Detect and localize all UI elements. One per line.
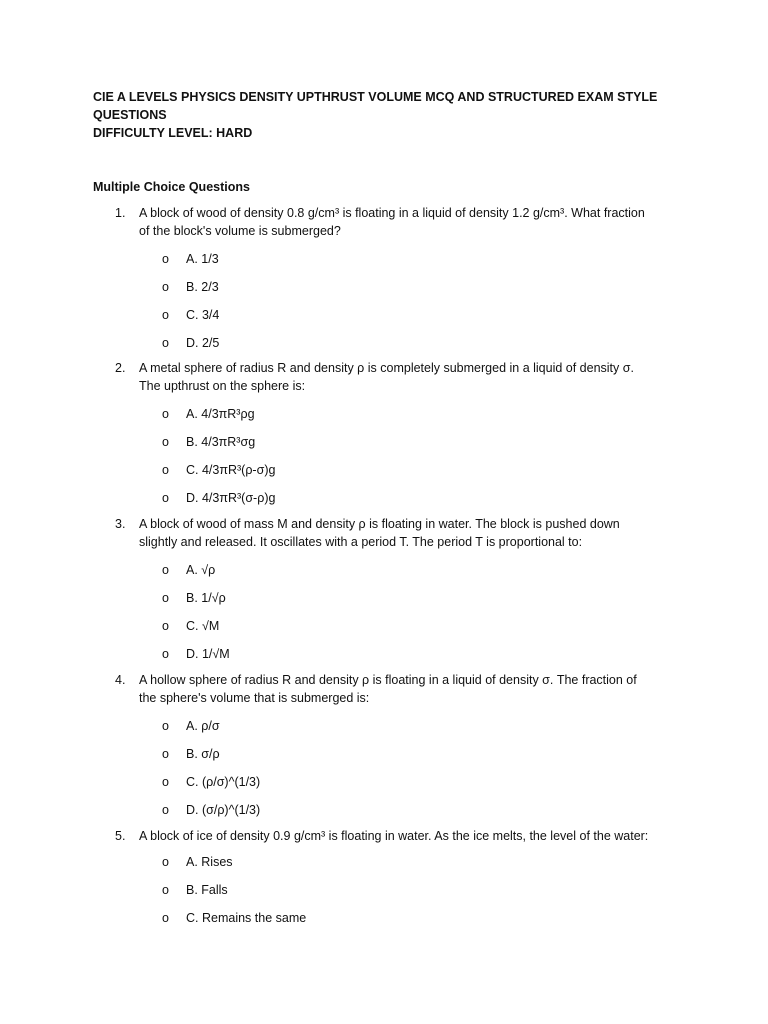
bullet-icon: o	[162, 435, 169, 449]
question-stem	[93, 359, 693, 395]
option-b	[93, 881, 693, 909]
bullet-icon: o	[162, 336, 169, 350]
question-text-line-2: the sphere's volume that is submerged is:	[139, 691, 370, 705]
section-title: Multiple Choice Questions	[93, 180, 250, 194]
option-label: C. 3/4	[186, 308, 220, 322]
question-text-line-1: A hollow sphere of radius R and density ρ is floating in a liquid of density σ. The fraction of	[139, 673, 637, 687]
question-number: 3.	[115, 517, 126, 531]
option-list	[93, 551, 693, 673]
question-2	[93, 359, 693, 515]
bullet-icon: o	[162, 280, 169, 294]
option-label: A. √ρ	[186, 563, 216, 577]
question-stem	[93, 671, 693, 707]
option-d	[93, 334, 693, 362]
bullet-icon: o	[162, 491, 169, 505]
option-b	[93, 433, 693, 461]
bullet-icon: o	[162, 563, 169, 577]
option-a	[93, 717, 693, 745]
question-5	[93, 827, 693, 937]
bullet-icon: o	[162, 883, 169, 897]
option-label: B. 2/3	[186, 280, 219, 294]
option-list	[93, 240, 693, 362]
title-line-2: QUESTIONS	[93, 108, 167, 122]
bullet-icon: o	[162, 747, 169, 761]
question-stem	[93, 515, 693, 551]
option-label: B. 4/3πR³σg	[186, 435, 256, 449]
bullet-icon: o	[162, 407, 169, 421]
option-label: A. ρ/σ	[186, 719, 220, 733]
bullet-icon: o	[162, 855, 169, 869]
option-label: A. Rises	[186, 855, 233, 869]
question-number: 2.	[115, 361, 126, 375]
option-label: B. Falls	[186, 883, 228, 897]
option-label: B. σ/ρ	[186, 747, 220, 761]
option-a	[93, 853, 693, 881]
question-number: 4.	[115, 673, 126, 687]
option-label: C. 4/3πR³(ρ-σ)g	[186, 463, 276, 477]
question-stem	[93, 827, 693, 845]
question-text-line-1: A block of wood of mass M and density ρ is floating in water. The block is pushed down	[139, 517, 620, 531]
bullet-icon: o	[162, 619, 169, 633]
option-label: A. 1/3	[186, 252, 219, 266]
option-b	[93, 589, 693, 617]
option-d	[93, 489, 693, 517]
option-c	[93, 617, 693, 645]
option-d	[93, 645, 693, 673]
question-text-line-2: The upthrust on the sphere is:	[139, 379, 306, 393]
question-number: 1.	[115, 206, 126, 220]
difficulty-level: DIFFICULTY LEVEL: HARD	[93, 126, 253, 140]
option-label: D. (σ/ρ)^(1/3)	[186, 803, 261, 817]
question-number: 5.	[115, 829, 126, 843]
option-b	[93, 745, 693, 773]
question-4	[93, 671, 693, 827]
document-header	[93, 88, 693, 142]
bullet-icon: o	[162, 647, 169, 661]
option-label: B. 1/√ρ	[186, 591, 226, 605]
option-a	[93, 250, 693, 278]
bullet-icon: o	[162, 803, 169, 817]
question-text-line-2: of the block's volume is submerged?	[139, 224, 341, 238]
option-c	[93, 461, 693, 489]
bullet-icon: o	[162, 308, 169, 322]
question-text-line-1: A metal sphere of radius R and density ρ is completely submerged in a liquid of density σ.	[139, 361, 634, 375]
option-c	[93, 773, 693, 801]
question-text-line-1: A block of ice of density 0.9 g/cm³ is floating in water. As the ice melts, the level of the water:	[139, 829, 649, 843]
option-d	[93, 801, 693, 829]
question-list	[93, 204, 693, 937]
option-a	[93, 405, 693, 433]
bullet-icon: o	[162, 252, 169, 266]
option-c	[93, 306, 693, 334]
bullet-icon: o	[162, 775, 169, 789]
question-stem	[93, 204, 693, 240]
question-text-line-1: A block of wood of density 0.8 g/cm³ is floating in a liquid of density 1.2 g/cm³. What fraction	[139, 206, 645, 220]
bullet-icon: o	[162, 719, 169, 733]
option-a	[93, 561, 693, 589]
option-label: C. (ρ/σ)^(1/3)	[186, 775, 261, 789]
option-list	[93, 845, 693, 937]
option-label: A. 4/3πR³ρg	[186, 407, 255, 421]
option-list	[93, 707, 693, 829]
option-label: C. √M	[186, 619, 220, 633]
title-line-1: CIE A LEVELS PHYSICS DENSITY UPTHRUST VOLUME MCQ AND STRUCTURED EXAM STYLE	[93, 90, 658, 104]
option-label: D. 2/5	[186, 336, 220, 350]
question-3	[93, 515, 693, 671]
option-label: D. 4/3πR³(σ-ρ)g	[186, 491, 276, 505]
option-c	[93, 909, 693, 937]
bullet-icon: o	[162, 463, 169, 477]
option-label: C. Remains the same	[186, 911, 307, 925]
question-1	[93, 204, 693, 359]
option-label: D. 1/√M	[186, 647, 230, 661]
bullet-icon: o	[162, 591, 169, 605]
option-list	[93, 395, 693, 517]
bullet-icon: o	[162, 911, 169, 925]
question-text-line-2: slightly and released. It oscillates with a period T. The period T is proportional to:	[139, 535, 583, 549]
option-b	[93, 278, 693, 306]
